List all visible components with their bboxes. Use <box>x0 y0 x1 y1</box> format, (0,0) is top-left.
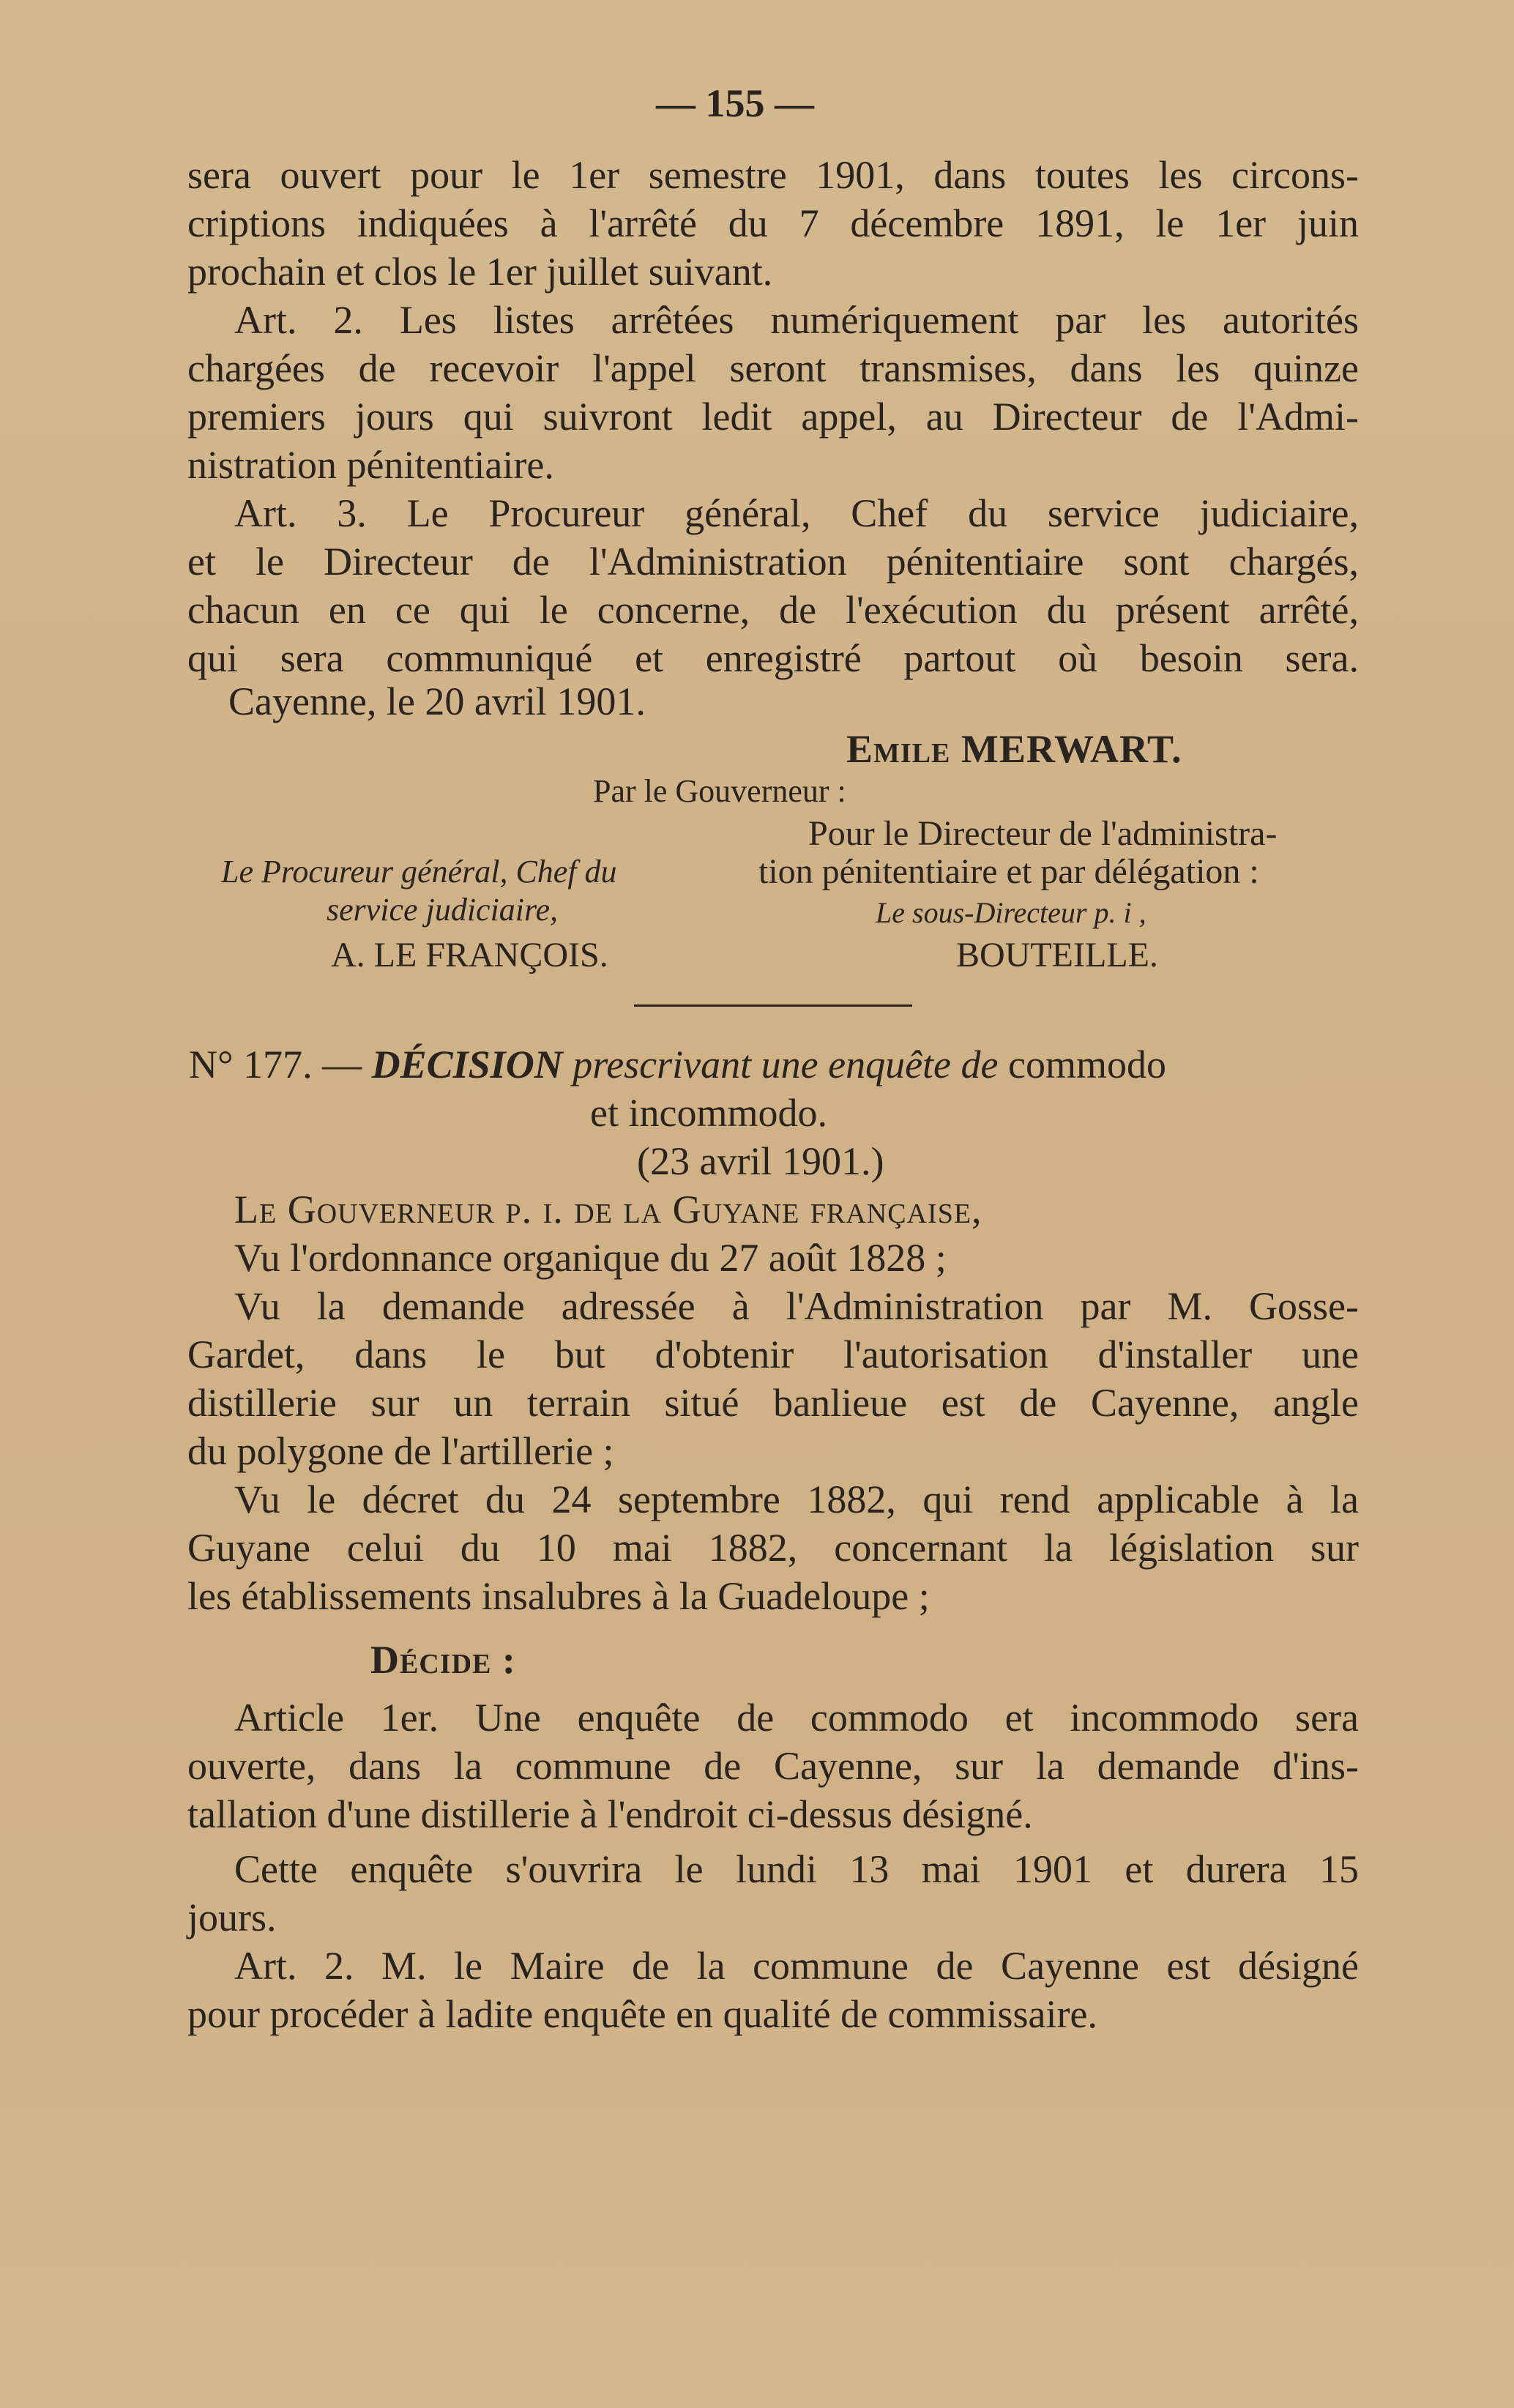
article-2-line: premiers jours qui suivront ledit appel, au Directeur de l'Admi- <box>187 395 1359 439</box>
article-3-line: chacun en ce qui le concerne, de l'exécution du présent arrêté, <box>187 588 1359 632</box>
article-2-decision-line: pour procéder à ladite enquête en qualité de commissaire. <box>187 1992 1097 2036</box>
par-le-gouverneur: Par le Gouverneur : <box>593 773 846 809</box>
vu-decret-line: Guyane celui du 10 mai 1882, concernant la législation sur <box>187 1526 1359 1570</box>
article-2-line: chargées de recevoir l'appel seront transmises, dans les quinze <box>187 346 1359 390</box>
right-title-line: tion pénitentiaire et par délégation : <box>758 852 1259 891</box>
decision-date: (23 avril 1901.) <box>637 1139 884 1183</box>
article-2-line: nistration pénitentiaire. <box>187 443 554 487</box>
article-1-line: ouverte, dans la commune de Cayenne, sur la demande d'ins- <box>187 1744 1359 1788</box>
vu-ordonnance: Vu l'ordonnance organique du 27 août 1828 ; <box>234 1236 947 1280</box>
decision-number: N° 177. <box>189 1043 313 1086</box>
decision-title-text: prescrivant une enquête de <box>573 1043 999 1086</box>
article-3-line: qui sera communiqué et enregistré partout où besoin sera. <box>187 636 1359 680</box>
right-title-line: Pour le Directeur de l'administra- <box>808 814 1278 853</box>
decision-title-word: DÉCISION <box>371 1043 563 1086</box>
article-2-decision-line: Art. 2. M. le Maire de la commune de Cayenne est désigné <box>234 1944 1359 1988</box>
enquete-line: jours. <box>187 1896 277 1939</box>
decision-heading <box>189 1040 1166 1089</box>
governor-line: Le Gouverneur p. i. de la Guyane française, <box>234 1188 982 1231</box>
text-line: sera ouvert pour le 1er semestre 1901, dans toutes les circons- <box>187 153 1359 197</box>
right-signatory-name: BOUTEILLE. <box>956 936 1158 974</box>
governor-signature: Emile MERWART. <box>846 727 1182 771</box>
article-2-line: Art. 2. Les listes arrêtées numériquement par les autorités <box>234 298 1359 342</box>
right-title-line: Le sous-Directeur p. i , <box>876 896 1146 929</box>
signoff-date: Cayenne, le 20 avril 1901. <box>228 679 646 723</box>
section-divider <box>634 1004 912 1007</box>
left-title-line: Le Procureur général, Chef du <box>221 854 617 890</box>
vu-demande-line: Vu la demande adressée à l'Administration par M. Gosse- <box>234 1284 1359 1328</box>
article-1-line: tallation d'une distillerie à l'endroit ci-dessus désigné. <box>187 1792 1033 1836</box>
text-line: criptions indiquées à l'arrêté du 7 décembre 1891, le 1er juin <box>187 201 1359 245</box>
heading-dash: — <box>322 1043 362 1086</box>
text-line: prochain et clos le 1er juillet suivant. <box>187 250 773 294</box>
article-3-line: Art. 3. Le Procureur général, Chef du service judiciaire, <box>234 491 1359 535</box>
article-1-line: Article 1er. Une enquête de commodo et incommodo sera <box>234 1696 1359 1740</box>
vu-demande-line: du polygone de l'artillerie ; <box>187 1429 614 1473</box>
vu-decret-line: les établissements insalubres à la Guadeloupe ; <box>187 1574 930 1618</box>
vu-decret-line: Vu le décret du 24 septembre 1882, qui rend applicable à la <box>234 1477 1359 1521</box>
vu-demande-line: Gardet, dans le but d'obtenir l'autorisation d'installer une <box>187 1332 1359 1376</box>
decide-heading: Décide : <box>370 1638 516 1682</box>
decision-title-line-2: et incommodo. <box>590 1091 827 1135</box>
left-title-line: service judiciaire, <box>327 892 559 928</box>
left-signatory-name: A. LE FRANÇOIS. <box>331 936 608 974</box>
vu-demande-line: distillerie sur un terrain situé banlieue est de Cayenne, angle <box>187 1381 1359 1425</box>
article-3-line: et le Directeur de l'Administration pénitentiaire sont chargés, <box>187 540 1359 584</box>
page-number: — 155 — <box>656 81 814 125</box>
decision-title-commodo: commodo <box>1007 1043 1166 1086</box>
enquete-line: Cette enquête s'ouvrira le lundi 13 mai 1901 et durera 15 <box>234 1847 1359 1891</box>
